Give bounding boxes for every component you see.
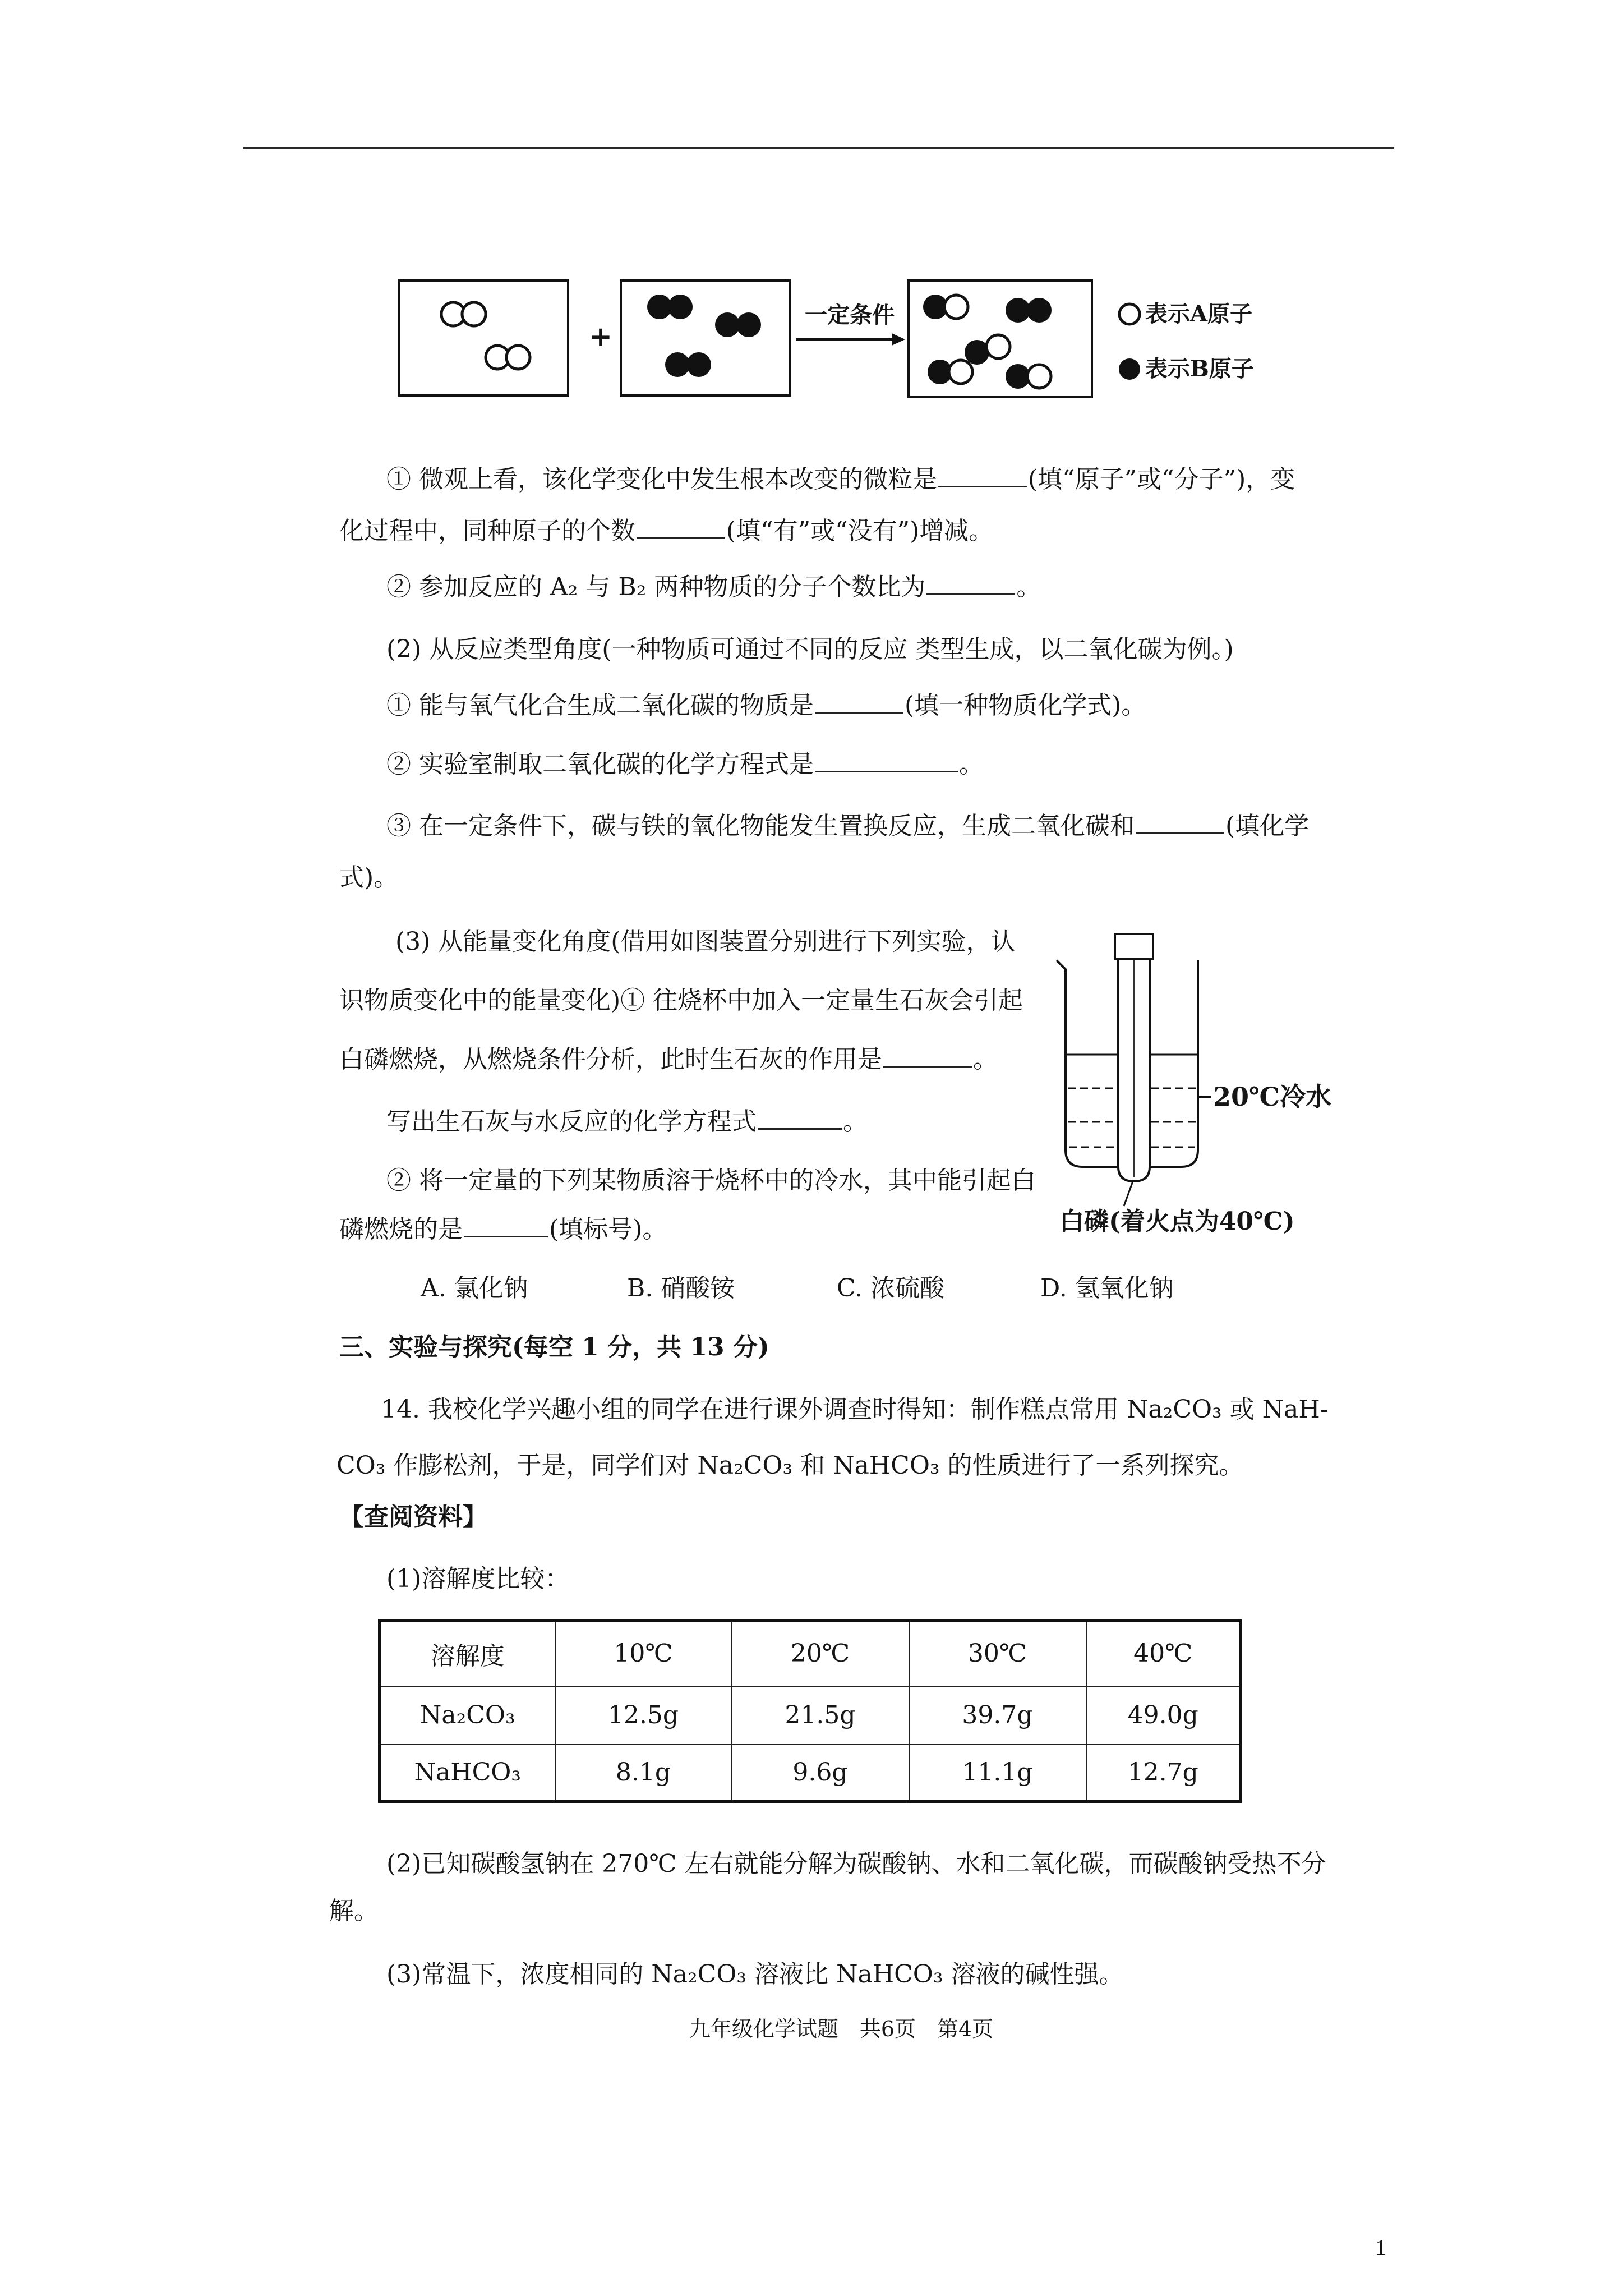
q-combination-line bbox=[386, 689, 1146, 723]
reaction-arrowhead bbox=[892, 333, 905, 346]
q-energy-line-4 bbox=[386, 1105, 868, 1139]
atom-a-circle bbox=[944, 295, 968, 319]
table-header-cell: 20℃ bbox=[732, 1621, 909, 1686]
atom-b-circle bbox=[686, 352, 711, 377]
q-micro-line-1 bbox=[386, 463, 1295, 496]
table-cell: Na₂CO₃ bbox=[380, 1686, 555, 1745]
reaction-condition-label: 一定条件 bbox=[805, 302, 895, 328]
q-energy-line-5 bbox=[386, 1164, 1036, 1198]
reactant-a-box bbox=[399, 280, 568, 395]
question-text: (3) 从能量变化角度(借用如图装置分别进行下列实验，认 bbox=[395, 927, 1016, 956]
reference-item-2-line-2: 解。 bbox=[329, 1897, 379, 1925]
q-reaction-type-heading bbox=[386, 633, 1234, 666]
answer-blank bbox=[883, 1043, 972, 1068]
question-text: 白磷燃烧，从燃烧条件分析，此时生石灰的作用是 bbox=[339, 1045, 882, 1074]
table-cell: 8.1g bbox=[555, 1745, 732, 1802]
atom-b-circle bbox=[715, 312, 740, 337]
table-cell: NaHCO₃ bbox=[380, 1745, 555, 1802]
table-cell: 11.1g bbox=[909, 1745, 1086, 1802]
atom-b-circle bbox=[1006, 298, 1030, 323]
reaction-diagram bbox=[387, 269, 1295, 415]
table-header-cell: 溶解度 bbox=[380, 1621, 555, 1686]
table-cell: 39.7g bbox=[909, 1686, 1086, 1745]
legend-a-label: 表示A原子 bbox=[1145, 301, 1253, 327]
question-text: (填“有”或“没有”)增减。 bbox=[726, 517, 994, 545]
q-energy-line-3 bbox=[339, 1043, 998, 1076]
reference-item-3: (3)常温下，浓度相同的 Na₂CO₃ 溶液比 NaHCO₃ 溶液的碱性强。 bbox=[386, 1960, 1124, 1989]
option-b: B. 硝酸铵 bbox=[627, 1274, 735, 1303]
table-row bbox=[380, 1745, 1241, 1802]
answer-blank bbox=[815, 748, 958, 772]
answer-blank bbox=[464, 1213, 548, 1237]
question-text: ③ 在一定条件下，碳与铁的氧化物能发生置换反应，生成二氧化碳和 bbox=[386, 812, 1135, 840]
question-text: 化过程中，同种原子的个数 bbox=[339, 517, 635, 545]
q-energy-line-6 bbox=[339, 1213, 667, 1246]
answer-blank bbox=[926, 571, 1015, 595]
cold-water-label: 20℃冷水 bbox=[1213, 1082, 1332, 1112]
question-text: ② 参加反应的 A₂ 与 B₂ 两种物质的分子个数比为 bbox=[386, 573, 926, 601]
answer-blank bbox=[938, 463, 1027, 487]
question-text: 。 bbox=[843, 1107, 868, 1136]
solubility-table bbox=[378, 1619, 1242, 1803]
q-displacement-line-1 bbox=[386, 809, 1309, 843]
top-rule bbox=[243, 147, 1394, 149]
answer-blank bbox=[758, 1106, 842, 1130]
question-text: (填“原子”或“分子”)，变 bbox=[1027, 465, 1295, 494]
atom-a-circle bbox=[1027, 365, 1051, 388]
reference-heading: 【查阅资料】 bbox=[339, 1503, 487, 1531]
legend-b-circle bbox=[1119, 358, 1140, 380]
table-cell: 12.5g bbox=[555, 1686, 732, 1745]
question-text: 识物质变化中的能量变化)① 往烧杯中加入一定量生石灰会引起 bbox=[339, 986, 1023, 1015]
answer-blank bbox=[637, 515, 725, 539]
reactant-b-box bbox=[621, 280, 790, 395]
page-number: 1 bbox=[1375, 2235, 1386, 2260]
table-cell: 9.6g bbox=[732, 1745, 909, 1802]
reference-item-2-line-1: (2)已知碳酸氢钠在 270℃ 左右就能分解为碳酸钠、水和二氧化碳，而碳酸钠受热不分 bbox=[386, 1849, 1326, 1878]
plus-sign: + bbox=[589, 320, 612, 353]
solubility-caption: (1)溶解度比较： bbox=[386, 1565, 570, 1593]
atom-a-circle bbox=[986, 335, 1010, 358]
q-ratio-line bbox=[386, 570, 1041, 604]
legend-a-circle bbox=[1119, 304, 1140, 324]
table-header-cell: 10℃ bbox=[555, 1621, 732, 1686]
question-text: (填化学 bbox=[1225, 812, 1310, 840]
table-header-cell: 40℃ bbox=[1086, 1621, 1241, 1686]
question-text: ② 将一定量的下列某物质溶于烧杯中的冷水，其中能引起白 bbox=[386, 1166, 1036, 1195]
answer-blank bbox=[1136, 810, 1224, 834]
phosphorus-pointer bbox=[1124, 1181, 1133, 1206]
question-text: (2) 从反应类型角度(一种物质可通过不同的反应 类型生成，以二氧化碳为例。) bbox=[386, 635, 1234, 664]
atom-a-circle bbox=[462, 302, 486, 326]
atom-b-circle bbox=[736, 312, 761, 337]
option-a: A. 氯化钠 bbox=[421, 1274, 528, 1303]
white-phosphorus-label: 白磷(着火点为40℃) bbox=[1059, 1207, 1295, 1236]
atom-a-circle bbox=[949, 360, 972, 384]
q14-line-2: CO₃ 作膨松剂，于是，同学们对 Na₂CO₃ 和 NaHCO₃ 的性质进行了一系列探究。 bbox=[336, 1451, 1244, 1480]
question-text: 磷燃烧的是 bbox=[339, 1215, 463, 1244]
atom-b-circle bbox=[668, 295, 693, 319]
table-row bbox=[380, 1686, 1241, 1745]
question-text: 式)。 bbox=[339, 863, 399, 892]
table-header-row bbox=[380, 1621, 1241, 1686]
atom-b-circle bbox=[1027, 298, 1052, 323]
question-text: ① 微观上看，该化学变化中发生根本改变的微粒是 bbox=[386, 465, 937, 494]
q-displacement-line-2 bbox=[339, 861, 398, 895]
question-text: (填标号)。 bbox=[549, 1215, 667, 1244]
question-text: ① 能与氧气化合生成二氧化碳的物质是 bbox=[386, 691, 814, 720]
q14-line-1: 14. 我校化学兴趣小组的同学在进行课外调查时得知：制作糕点常用 Na₂CO₃ 或 NaH- bbox=[381, 1395, 1329, 1424]
question-text: 。 bbox=[959, 750, 984, 779]
q-lab-equation-line bbox=[386, 748, 984, 781]
test-tube-stopper bbox=[1115, 934, 1153, 959]
question-text: 写出生石灰与水反应的化学方程式 bbox=[386, 1107, 757, 1136]
atom-a-circle bbox=[506, 346, 530, 369]
legend-b-label: 表示B原子 bbox=[1145, 356, 1254, 382]
option-c: C. 浓硫酸 bbox=[837, 1274, 945, 1303]
option-d: D. 氢氧化钠 bbox=[1040, 1274, 1174, 1303]
question-text: (填一种物质化学式)。 bbox=[905, 691, 1146, 720]
question-text: ② 实验室制取二氧化碳的化学方程式是 bbox=[386, 750, 814, 779]
q-energy-line-1 bbox=[395, 925, 1015, 959]
question-text: 。 bbox=[1016, 573, 1041, 601]
table-cell: 49.0g bbox=[1086, 1686, 1241, 1745]
section-heading: 三、实验与探究(每空 1 分，共 13 分) bbox=[339, 1333, 769, 1361]
page-footer: 九年级化学试题 共6页 第4页 bbox=[689, 2017, 994, 2041]
answer-blank bbox=[815, 689, 903, 714]
atom-b-circle bbox=[665, 352, 690, 377]
q-micro-line-2 bbox=[339, 514, 993, 548]
table-cell: 12.7g bbox=[1086, 1745, 1241, 1802]
question-text: 。 bbox=[973, 1045, 998, 1074]
table-cell: 21.5g bbox=[732, 1686, 909, 1745]
table-header-cell: 30℃ bbox=[909, 1621, 1086, 1686]
q-energy-line-2 bbox=[339, 984, 1023, 1018]
